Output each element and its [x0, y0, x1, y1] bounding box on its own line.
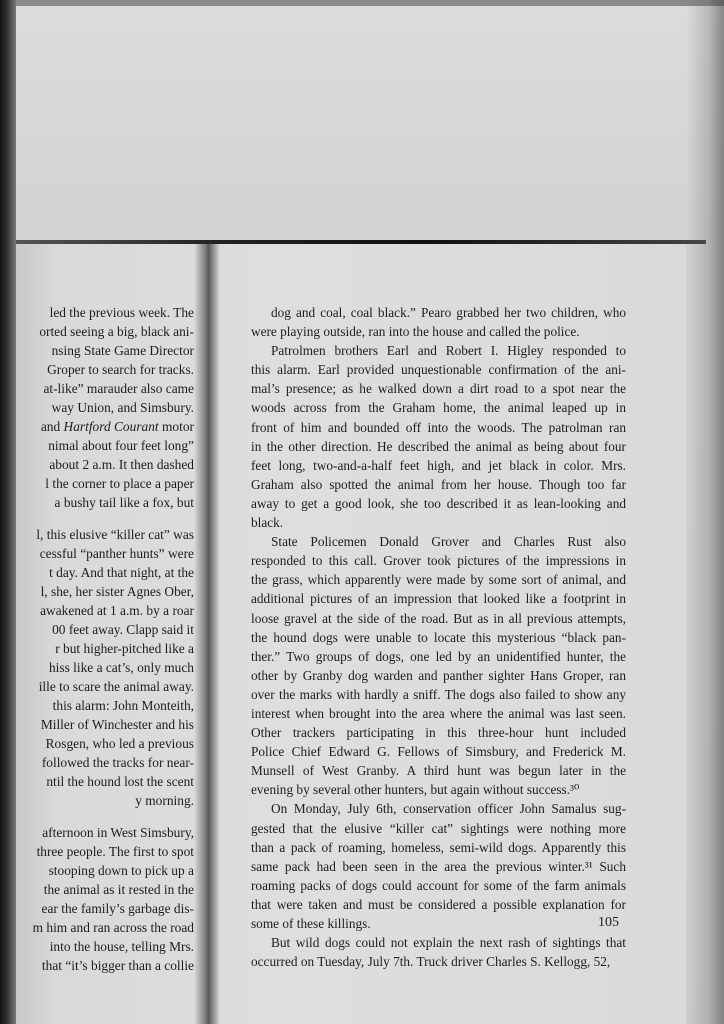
paragraph — [10, 823, 194, 975]
text-line: On Monday, July 6th, conservation officer John Samalus sug- — [271, 801, 626, 817]
text-line: mal’s presence; as he walked down a dirt road to a spot near the — [251, 381, 626, 397]
text-line: the hound dogs were unable to locate this mysterious “black pan- — [251, 629, 626, 645]
text-line: State Policemen Donald Grover and Charles Rust also — [271, 534, 626, 550]
text-line: l, she, her sister Agnes Ober, — [40, 584, 194, 599]
text-line: hiss like a cat’s, only much — [48, 660, 194, 675]
text-line: stooping down to pick up a — [48, 863, 194, 878]
text-line: responded to this call. Grover took pictures of the impressions in — [251, 553, 626, 569]
text-line: orted seeing a big, black ani- — [39, 324, 194, 339]
text-line: m him and ran across the road — [32, 920, 194, 935]
text-line: Patrolmen brothers Earl and Robert I. Higley responded to — [271, 343, 626, 359]
text-line: Graham also spotted the animal from her house. Though too far — [251, 476, 626, 492]
text-line: ear the family’s garbage dis- — [41, 901, 194, 916]
text-line: same pack had been seen in the area the previous winter.³¹ Such — [251, 858, 626, 874]
text-line: Miller of Winchester and his — [40, 717, 194, 732]
text-line: about 2 a.m. It then dashed — [49, 457, 194, 472]
paragraph — [10, 303, 194, 512]
text-line: 00 feet away. Clapp said it — [52, 622, 194, 637]
text-line: over the marks with hardly a sniff. The dogs also failed to show any — [251, 686, 626, 702]
book-top-edge — [14, 240, 706, 244]
text-line: woods across from the Graham home, the animal leaped up in — [251, 400, 626, 416]
text-line: interest when brought into the area where the animal was last seen. — [251, 705, 626, 721]
text-line: dog and coal, coal black.” Pearo grabbed her two children, who — [271, 305, 626, 320]
text-line: at-like” marauder also came — [43, 381, 194, 396]
text-line: l the corner to place a paper — [45, 476, 194, 491]
text-line: Groper to search for tracks. — [47, 362, 194, 377]
text-line: occurred on Tuesday, July 7th. Truck driver Charles S. Kellogg, 52, — [251, 954, 611, 970]
text-line: that were taken and must be considered a possible explanation for — [251, 896, 626, 912]
paragraph — [251, 532, 626, 799]
text-line: followed the tracks for near- — [41, 755, 194, 770]
text-line: into the house, telling Mrs. — [49, 939, 194, 954]
text-line: ntil the hound lost the scent — [46, 774, 194, 789]
text-line: nsing State Game Director — [51, 343, 194, 358]
text-line: Other trackers participating in this three-hour hunt included — [251, 725, 626, 741]
text-line: the grass, which apparently were made by some sort of animal, and — [251, 572, 626, 588]
text-line: evening by several other hunters, but again without success.³⁰ — [251, 782, 580, 798]
text-line: Rosgen, who led a previous — [45, 736, 194, 751]
text-line: were playing outside, ran into the house and called the police. — [251, 324, 580, 340]
text-line: Police Chief Edward G. Fellows of Simsbury, and Frederick M. — [251, 744, 626, 760]
text-line: ther.” Two groups of dogs, one led by an unidentified hunter, the — [251, 648, 626, 664]
text-line: than a pack of roaming, homeless, semi-wild dogs. Apparently this — [251, 839, 626, 855]
text-line: this alarm. Earl provided unquestionable confirmation of the ani- — [251, 362, 626, 378]
book-gutter — [194, 244, 220, 1024]
text-line: nimal about four feet long” — [48, 438, 194, 453]
text-line: other by Granby dog warden and panther sighter Hans Groper, ran — [251, 667, 626, 683]
text-line: three people. The first to spot — [36, 844, 194, 859]
text-line: r but higher-pitched like a — [55, 641, 194, 656]
text-line: the animal as it rested in the — [43, 882, 194, 897]
text-line: a bushy tail like a fox, but — [54, 495, 194, 510]
text-line: ille to scare the animal away. — [38, 679, 194, 694]
right-page-text — [251, 303, 626, 971]
text-line: cessful “panther hunts” were — [39, 546, 194, 561]
text-line: front of him and bounded off into the woods. The patrolman ran — [251, 419, 626, 435]
scanner-top-edge — [0, 0, 724, 6]
text-line: black. — [251, 515, 284, 531]
text-line: away to get a good look, she too described it as lean-looking and — [251, 495, 626, 511]
text-line: led the previous week. The — [49, 305, 194, 320]
text-line: way Union, and Simsbury. — [51, 400, 194, 415]
text-line: t day. And that night, at the — [49, 565, 194, 580]
text-line: that “it’s bigger than a collie — [41, 958, 194, 973]
paragraph — [251, 799, 626, 933]
page-number: 105 — [598, 915, 619, 930]
paragraph — [10, 525, 194, 810]
paragraph — [251, 933, 626, 971]
text-line: afternoon in West Simsbury, — [42, 825, 194, 840]
text-line: this alarm: John Monteith, — [52, 698, 194, 713]
newspaper-title: Hartford Courant — [63, 419, 159, 434]
scanner-right-edge — [686, 0, 724, 1024]
text-line: and Hartford Courant motor — [40, 419, 194, 434]
text-line: But wild dogs could not explain the next rash of sightings that — [271, 935, 626, 951]
paragraph — [251, 303, 626, 341]
text-line: Munsell of West Granby. A third hunt was begun later in the — [251, 763, 626, 779]
text-line: l, this elusive “killer cat” was — [36, 527, 194, 542]
paragraph — [251, 341, 626, 532]
text-line: loose gravel at the side of the road. But as in all previous attempts, — [251, 610, 626, 626]
text-line: in the other direction. He described the animal as being about four — [251, 438, 626, 454]
text-line: y morning. — [135, 793, 194, 808]
text-line: feet long, two-and-a-half feet high, and jet black in color. Mrs. — [251, 457, 626, 473]
text-line: awakened at 1 a.m. by a roar — [40, 603, 194, 618]
text-line: gested that the elusive “killer cat” sightings were nothing more — [251, 820, 626, 836]
text-line: some of these killings. — [251, 916, 371, 931]
text-line: roaming packs of dogs could account for some of the farm animals — [251, 877, 626, 893]
text-line: additional pictures of an impression that looked like a footprint in — [251, 591, 626, 607]
left-page-text — [10, 303, 194, 988]
